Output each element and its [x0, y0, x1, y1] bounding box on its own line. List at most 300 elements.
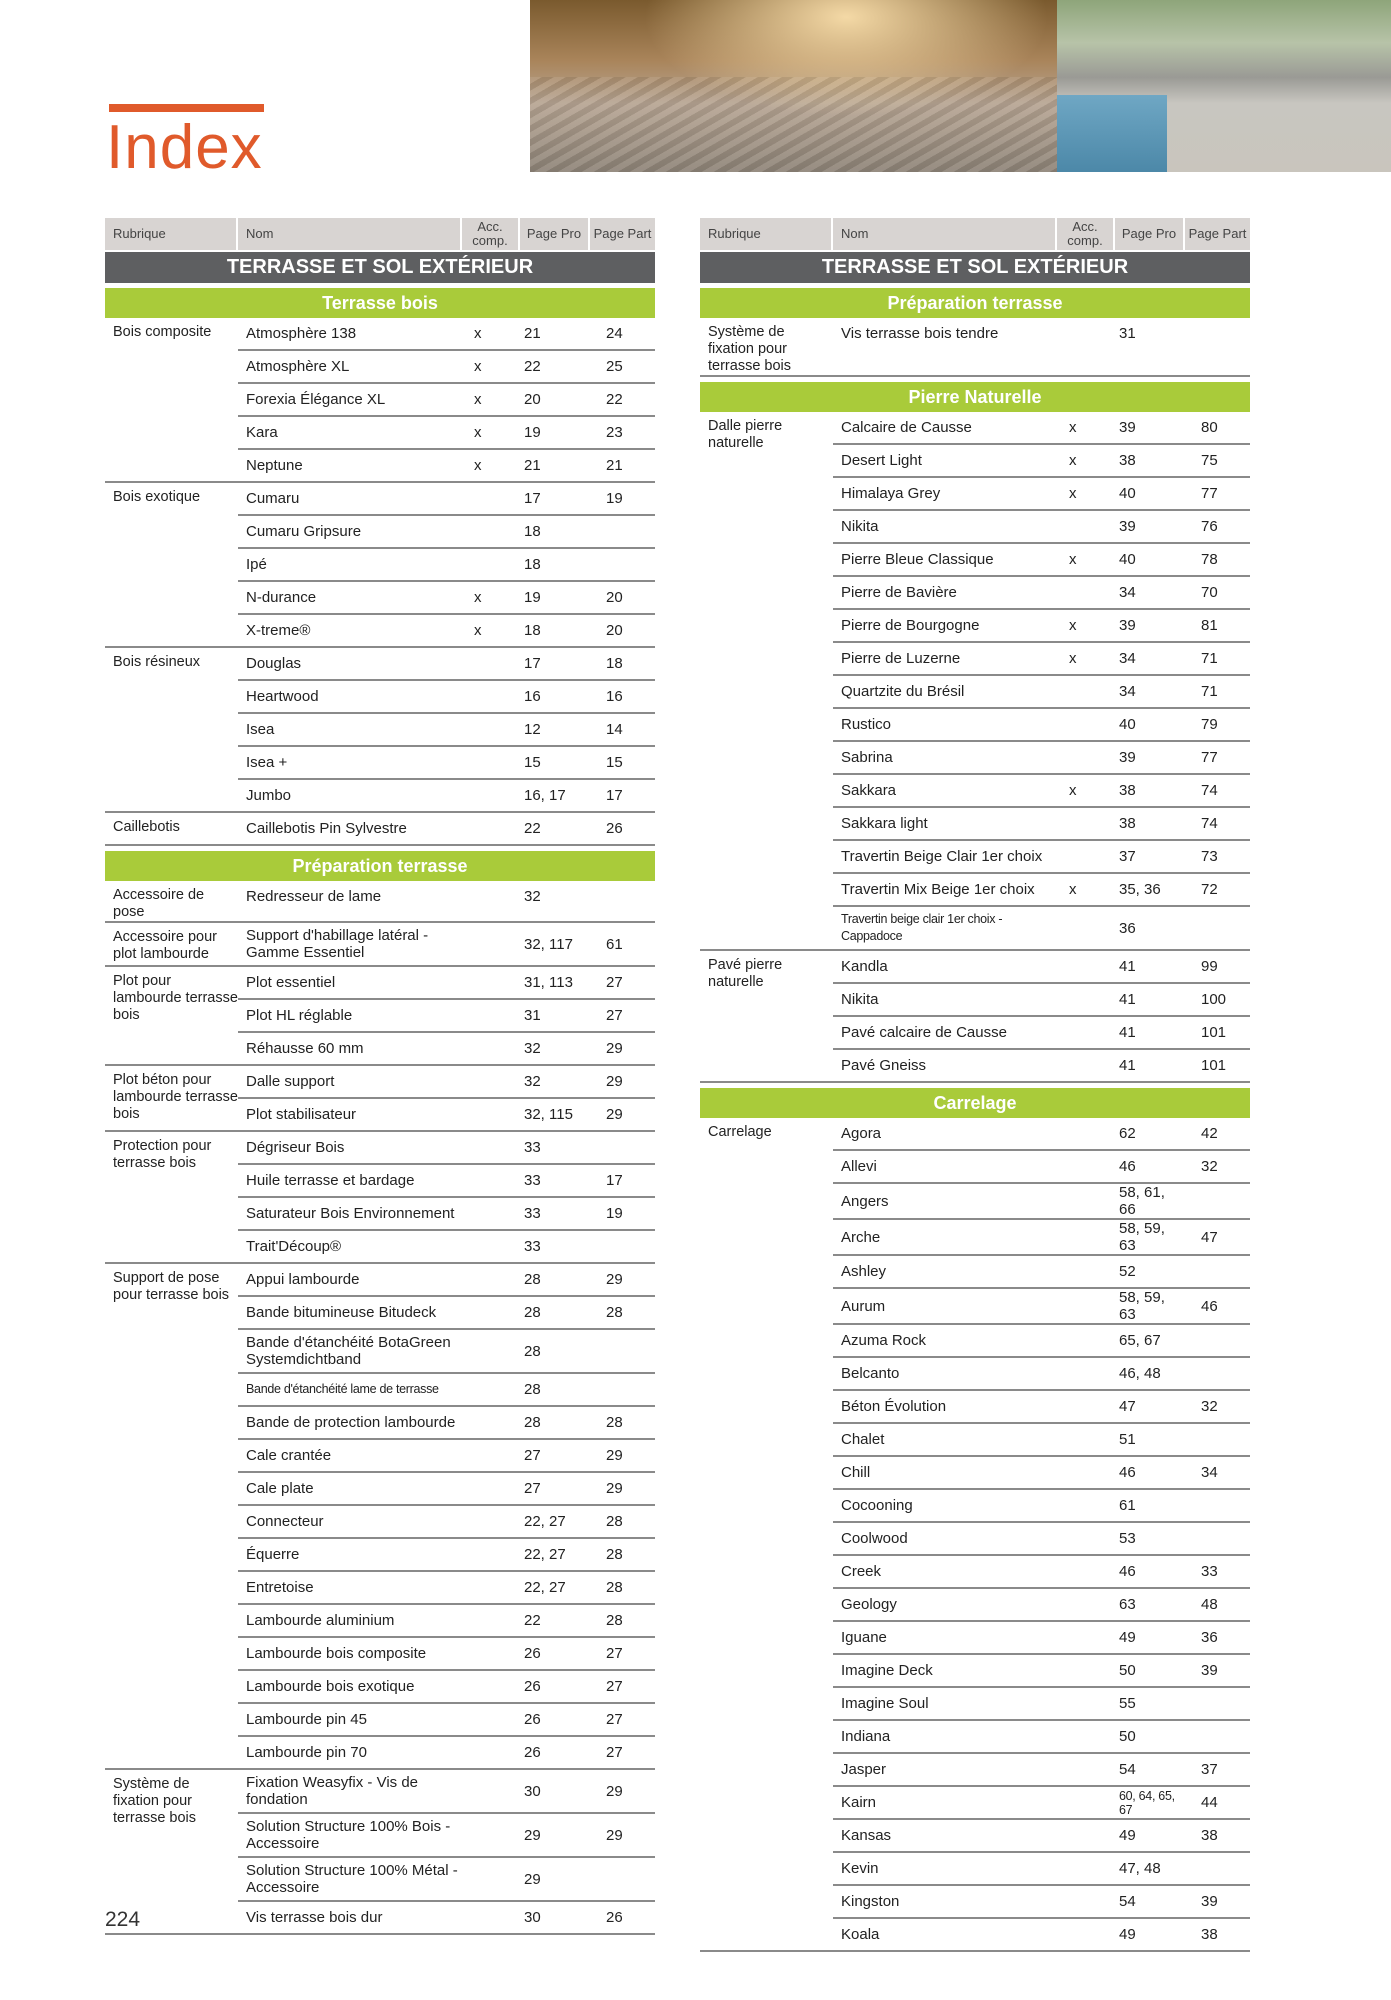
page-pro: 49 — [1119, 1827, 1136, 1844]
group-label: Système de fixation pour terrasse bois — [708, 324, 792, 374]
product-name: Bande de protection lambourde — [246, 1414, 456, 1431]
page-part: 33 — [1201, 1563, 1218, 1580]
product-name: Réhausse 60 mm — [246, 1040, 364, 1057]
table-row — [238, 1814, 655, 1858]
page-part: 21 — [606, 457, 623, 474]
table-row — [833, 1556, 1250, 1589]
product-name: Arche — [841, 1228, 881, 1246]
table-row — [833, 841, 1250, 874]
product-name: Nikita — [841, 991, 879, 1008]
table-row — [238, 967, 655, 1000]
page-part: 32 — [1201, 1158, 1218, 1175]
product-name: N-durance — [246, 589, 317, 606]
page-pro: 32 — [524, 1073, 541, 1090]
product-name: Jasper — [841, 1761, 887, 1778]
table-row — [833, 1787, 1250, 1820]
table-row — [238, 1033, 655, 1064]
page-pro: 41 — [1119, 958, 1136, 975]
page-part: 34 — [1201, 1464, 1218, 1481]
table-row — [833, 1391, 1250, 1424]
table-row — [833, 1754, 1250, 1787]
page-part: 27 — [606, 974, 623, 991]
group-label: Bois composite — [113, 324, 212, 340]
page-part: 46 — [1201, 1297, 1218, 1315]
column-header-nom: Nom — [238, 218, 462, 250]
product-name: Forexia Élégance XL — [246, 391, 386, 408]
product-name: Pavé Gneiss — [841, 1057, 927, 1074]
table-row — [833, 1358, 1250, 1391]
table-row — [833, 1118, 1250, 1151]
page-part: 19 — [606, 1205, 623, 1222]
page-pro: 38 — [1119, 452, 1136, 469]
product-name: Cale plate — [246, 1480, 314, 1497]
product-name: Atmosphère 138 — [246, 325, 357, 342]
page-part: 17 — [606, 1172, 623, 1189]
page-number: 224 — [105, 1908, 141, 1931]
table-row — [238, 1000, 655, 1033]
table-row — [238, 747, 655, 780]
section-band: Préparation terrasse — [105, 851, 655, 881]
page-part: 47 — [1201, 1228, 1218, 1246]
page-pro: 40 — [1119, 716, 1136, 733]
table-row — [833, 874, 1250, 907]
index-group — [700, 412, 1250, 951]
table-row — [238, 318, 655, 351]
table-row — [238, 417, 655, 450]
product-name: Douglas — [246, 655, 302, 672]
group-label: Plot pour lambourde terrasse bois — [113, 973, 238, 1023]
group-rows — [238, 1132, 655, 1262]
page-pro: 39 — [1119, 749, 1136, 766]
page-pro: 37 — [1119, 848, 1136, 865]
product-name: Himalaya Grey — [841, 485, 941, 502]
page-pro: 47, 48 — [1119, 1860, 1161, 1877]
product-name: Bande bitumineuse Bitudeck — [246, 1304, 437, 1321]
table-row — [833, 1220, 1250, 1256]
product-name: Dégriseur Bois — [246, 1139, 345, 1156]
table-row — [833, 676, 1250, 709]
acc-comp-mark: x — [1069, 419, 1077, 436]
column-header-pro: Page Pro — [520, 218, 590, 250]
page-pro: 34 — [1119, 683, 1136, 700]
title-accent-bar — [109, 104, 264, 112]
table-row — [238, 1506, 655, 1539]
page-pro: 62 — [1119, 1125, 1136, 1142]
table-row — [833, 1184, 1250, 1220]
pool-terrace-photo — [1057, 0, 1391, 172]
page-pro: 35, 36 — [1119, 881, 1161, 898]
acc-comp-mark: x — [474, 457, 482, 474]
page-part: 25 — [606, 358, 623, 375]
page-part: 38 — [1201, 1926, 1218, 1943]
page-pro: 41 — [1119, 1024, 1136, 1041]
page-pro: 18 — [524, 556, 541, 573]
page-pro: 46 — [1119, 1464, 1136, 1481]
index-group — [105, 1264, 655, 1770]
page-part: 39 — [1201, 1893, 1218, 1910]
page-part: 100 — [1201, 991, 1227, 1008]
page-part: 61 — [606, 935, 623, 953]
group-label: Accessoire de pose — [113, 887, 205, 920]
table-row — [833, 643, 1250, 676]
product-name: Pavé calcaire de Causse — [841, 1024, 1007, 1041]
group-rows — [833, 412, 1250, 949]
page-part: 32 — [1201, 1398, 1218, 1415]
page-part: 42 — [1201, 1125, 1218, 1142]
page-part: 28 — [606, 1304, 623, 1321]
table-row — [833, 1886, 1250, 1919]
table-row — [238, 384, 655, 417]
page-pro: 33 — [524, 1172, 541, 1189]
page-part: 20 — [606, 622, 623, 639]
acc-comp-mark: x — [1069, 485, 1077, 502]
product-name: Béton Évolution — [841, 1398, 947, 1415]
page-pro: 30 — [524, 1909, 541, 1926]
column-header-rubrique: Rubrique — [105, 218, 238, 250]
table-row — [238, 1605, 655, 1638]
page-pro: 16, 17 — [524, 787, 566, 804]
table-row — [238, 1572, 655, 1605]
product-name: Plot essentiel — [246, 974, 336, 991]
page-pro: 63 — [1119, 1596, 1136, 1613]
acc-comp-mark: x — [1069, 650, 1077, 667]
group-rows — [238, 1066, 655, 1130]
page-part: 28 — [606, 1546, 623, 1563]
product-name: X-treme® — [246, 622, 311, 639]
index-table-left — [105, 218, 655, 1935]
product-name: Quartzite du Brésil — [841, 683, 965, 700]
category-band: TERRASSE ET SOL EXTÉRIEUR — [105, 252, 655, 283]
product-name: Sakkara light — [841, 815, 928, 832]
page-part: 81 — [1201, 617, 1218, 634]
table-row — [833, 1589, 1250, 1622]
page-part: 71 — [1201, 650, 1218, 667]
page-part: 16 — [606, 688, 623, 705]
page-pro: 38 — [1119, 782, 1136, 799]
table-row — [238, 648, 655, 681]
table-row — [238, 483, 655, 516]
column-header-nom: Nom — [833, 218, 1057, 250]
page-pro: 41 — [1119, 1057, 1136, 1074]
product-name: Agora — [841, 1125, 882, 1142]
group-label: Système de fixation pour terrasse bois — [113, 1776, 197, 1826]
section-band: Préparation terrasse — [700, 288, 1250, 318]
product-name: Kingston — [841, 1893, 900, 1910]
table-row — [833, 951, 1250, 984]
product-name: Pierre de Luzerne — [841, 650, 961, 667]
page-pro: 52 — [1119, 1263, 1136, 1280]
page-pro: 31 — [1119, 325, 1136, 342]
table-row — [833, 907, 1250, 949]
table-row — [238, 1099, 655, 1130]
page-pro: 58, 59, 63 — [1119, 1289, 1165, 1323]
column-header-part: Page Part — [1188, 226, 1247, 241]
product-name: Kairn — [841, 1794, 877, 1811]
product-name: Fixation Weasyfix - Vis de fondation — [246, 1774, 419, 1808]
page-part: 27 — [606, 1711, 623, 1728]
page-pro: 17 — [524, 490, 541, 507]
page-part: 29 — [606, 1271, 623, 1288]
page-pro: 33 — [524, 1238, 541, 1255]
terrace-photo — [530, 0, 1057, 172]
page-part: 48 — [1201, 1596, 1218, 1613]
product-name: Lambourde bois exotique — [246, 1678, 415, 1695]
page-part: 29 — [606, 1826, 623, 1844]
page-pro: 22, 27 — [524, 1579, 566, 1596]
table-row — [833, 1523, 1250, 1556]
page-pro: 49 — [1119, 1629, 1136, 1646]
page-pro: 40 — [1119, 551, 1136, 568]
page-part: 36 — [1201, 1629, 1218, 1646]
page-pro: 32, 117 — [524, 935, 573, 953]
page-pro: 28 — [524, 1304, 541, 1321]
page-part: 101 — [1201, 1057, 1227, 1074]
product-name: Isea — [246, 721, 275, 738]
index-group — [105, 1132, 655, 1264]
product-name: Kevin — [841, 1860, 879, 1877]
table-row — [833, 445, 1250, 478]
page-pro: 51 — [1119, 1431, 1136, 1448]
page-pro: 41 — [1119, 991, 1136, 1008]
page-part: 80 — [1201, 419, 1218, 436]
product-name: Équerre — [246, 1546, 300, 1563]
index-group — [105, 318, 655, 483]
page-part: 70 — [1201, 584, 1218, 601]
page-part: 29 — [606, 1782, 623, 1800]
table-row — [833, 412, 1250, 445]
group-label: Carrelage — [708, 1124, 772, 1140]
section-band: Terrasse bois — [105, 288, 655, 318]
table-row — [833, 1721, 1250, 1754]
product-name: Solution Structure 100% Métal - Accessoire — [246, 1862, 458, 1896]
page-pro: 27 — [524, 1447, 541, 1464]
acc-comp-mark: x — [474, 622, 482, 639]
page-pro: 34 — [1119, 584, 1136, 601]
page-pro: 50 — [1119, 1728, 1136, 1745]
page-pro: 26 — [524, 1678, 541, 1695]
product-name: Chill — [841, 1464, 871, 1481]
acc-comp-mark: x — [1069, 617, 1077, 634]
product-name: Nikita — [841, 518, 879, 535]
table-row — [238, 1539, 655, 1572]
product-name: Trait'Découp® — [246, 1238, 342, 1255]
table-row — [833, 808, 1250, 841]
table-row — [238, 1132, 655, 1165]
table-row — [238, 1407, 655, 1440]
group-rows — [238, 881, 655, 921]
page-part: 39 — [1201, 1662, 1218, 1679]
group-label: Support de pose pour terrasse bois — [113, 1270, 230, 1303]
page-part: 29 — [606, 1106, 623, 1123]
product-name: Entretoise — [246, 1579, 314, 1596]
product-name: Vis terrasse bois tendre — [841, 325, 999, 342]
table-row — [833, 742, 1250, 775]
page-part: 78 — [1201, 551, 1218, 568]
page-part: 71 — [1201, 683, 1218, 700]
product-name: Geology — [841, 1596, 897, 1613]
group-rows — [833, 1118, 1250, 1950]
group-rows — [833, 318, 1250, 375]
page-pro: 28 — [524, 1342, 541, 1360]
product-name: Creek — [841, 1563, 882, 1580]
product-name: Lambourde pin 70 — [246, 1744, 367, 1761]
table-row — [833, 511, 1250, 544]
product-name: Ashley — [841, 1263, 887, 1280]
product-name: Isea + — [246, 754, 288, 771]
table-row — [238, 1704, 655, 1737]
acc-comp-mark: x — [1069, 881, 1077, 898]
product-name: Neptune — [246, 457, 303, 474]
column-header-rubrique: Rubrique — [700, 218, 833, 250]
column-header-acc: Acc. comp. — [1057, 218, 1115, 250]
acc-comp-mark: x — [1069, 782, 1077, 799]
product-name: Pierre Bleue Classique — [841, 551, 994, 568]
table-row — [833, 478, 1250, 511]
group-label: Caillebotis — [113, 819, 180, 835]
group-rows — [238, 923, 655, 965]
product-name: Ipé — [246, 556, 267, 573]
page-pro: 54 — [1119, 1893, 1136, 1910]
product-name: Belcanto — [841, 1365, 900, 1382]
table-row — [833, 1688, 1250, 1721]
group-label: Dalle pierre naturelle — [708, 418, 783, 451]
page-pro: 46 — [1119, 1158, 1136, 1175]
product-name: Connecteur — [246, 1513, 324, 1530]
page-part: 28 — [606, 1414, 623, 1431]
table-row — [833, 1820, 1250, 1853]
product-name: Travertin Beige Clair 1er choix — [841, 848, 1043, 865]
acc-comp-mark: x — [474, 358, 482, 375]
page-pro: 32 — [524, 1040, 541, 1057]
table-row — [238, 714, 655, 747]
page-part: 27 — [606, 1678, 623, 1695]
page-pro: 49 — [1119, 1926, 1136, 1943]
page-part: 19 — [606, 490, 623, 507]
page-pro: 36 — [1119, 919, 1136, 937]
group-label: Accessoire pour plot lambourde — [113, 929, 217, 962]
page-pro: 21 — [524, 457, 541, 474]
product-name: Imagine Soul — [841, 1695, 929, 1712]
product-name: Bande d'étanchéité lame de terrasse — [246, 1382, 439, 1396]
table-row — [238, 1231, 655, 1262]
page-pro: 34 — [1119, 650, 1136, 667]
product-name: Kansas — [841, 1827, 892, 1844]
page-pro: 22 — [524, 1612, 541, 1629]
product-name: Sakkara — [841, 782, 897, 799]
product-name: Imagine Deck — [841, 1662, 933, 1679]
page-pro: 46 — [1119, 1563, 1136, 1580]
product-name: Sabrina — [841, 749, 893, 766]
product-name: Angers — [841, 1192, 889, 1210]
product-name: Bande d'étanchéité BotaGreen Systemdichtband — [246, 1334, 451, 1368]
product-name: Lambourde pin 45 — [246, 1711, 367, 1728]
table-row — [833, 318, 1250, 349]
page-part: 27 — [606, 1007, 623, 1024]
table-row — [238, 1770, 655, 1814]
page-pro: 30 — [524, 1782, 541, 1800]
table-row — [238, 351, 655, 384]
index-group — [105, 483, 655, 648]
page-pro: 39 — [1119, 419, 1136, 436]
product-name: Travertin beige clair 1er choix - Cappadoce — [841, 912, 1003, 943]
index-group — [105, 923, 655, 967]
table-row — [833, 1655, 1250, 1688]
page-pro: 26 — [524, 1711, 541, 1728]
page-pro: 16 — [524, 688, 541, 705]
product-name: Appui lambourde — [246, 1271, 360, 1288]
page-pro: 26 — [524, 1645, 541, 1662]
page-part: 77 — [1201, 485, 1218, 502]
page-pro: 19 — [524, 424, 541, 441]
page-pro: 50 — [1119, 1662, 1136, 1679]
page-pro: 38 — [1119, 815, 1136, 832]
table-row — [238, 813, 655, 844]
product-name: Travertin Mix Beige 1er choix — [841, 881, 1035, 898]
product-name: Chalet — [841, 1431, 885, 1448]
page-part: 29 — [606, 1073, 623, 1090]
page-pro: 15 — [524, 754, 541, 771]
page-pro: 26 — [524, 1744, 541, 1761]
table-row — [238, 681, 655, 714]
table-row — [238, 582, 655, 615]
table-row — [238, 780, 655, 811]
product-name: Lambourde aluminium — [246, 1612, 395, 1629]
table-row — [238, 450, 655, 481]
table-row — [238, 615, 655, 646]
product-name: Plot HL réglable — [246, 1007, 353, 1024]
page-pro: 60, 64, 65, 67 — [1119, 1788, 1175, 1817]
group-label: Pavé pierre naturelle — [708, 957, 783, 990]
index-group — [105, 813, 655, 846]
page-pro: 61 — [1119, 1497, 1136, 1514]
table-row — [833, 1050, 1250, 1081]
page-pro: 40 — [1119, 485, 1136, 502]
page-pro: 17 — [524, 655, 541, 672]
table-row — [238, 881, 655, 912]
product-name: Atmosphère XL — [246, 358, 350, 375]
product-name: Cale crantée — [246, 1447, 332, 1464]
page-part: 72 — [1201, 881, 1218, 898]
acc-comp-mark: x — [474, 391, 482, 408]
page-part: 24 — [606, 325, 623, 342]
page-pro: 39 — [1119, 617, 1136, 634]
product-name: Plot stabilisateur — [246, 1106, 357, 1123]
table-row — [833, 1151, 1250, 1184]
category-band: TERRASSE ET SOL EXTÉRIEUR — [700, 252, 1250, 283]
product-name: Redresseur de lame — [246, 888, 382, 905]
table-row — [833, 544, 1250, 577]
product-name: Cumaru — [246, 490, 300, 507]
product-name: Jumbo — [246, 787, 292, 804]
table-row — [238, 516, 655, 549]
page-pro: 33 — [524, 1205, 541, 1222]
page-part: 28 — [606, 1579, 623, 1596]
table-row — [833, 1919, 1250, 1950]
table-row — [238, 1066, 655, 1099]
product-name: Koala — [841, 1926, 880, 1943]
index-group — [105, 881, 655, 923]
page-part: 18 — [606, 655, 623, 672]
table-row — [238, 1264, 655, 1297]
table-row — [238, 1671, 655, 1704]
page-pro: 27 — [524, 1480, 541, 1497]
section-band: Pierre Naturelle — [700, 382, 1250, 412]
product-name: Saturateur Bois Environnement — [246, 1205, 455, 1222]
page-part: 27 — [606, 1645, 623, 1662]
group-label: Bois exotique — [113, 489, 201, 505]
table-row — [238, 923, 655, 965]
product-name: Allevi — [841, 1158, 877, 1175]
